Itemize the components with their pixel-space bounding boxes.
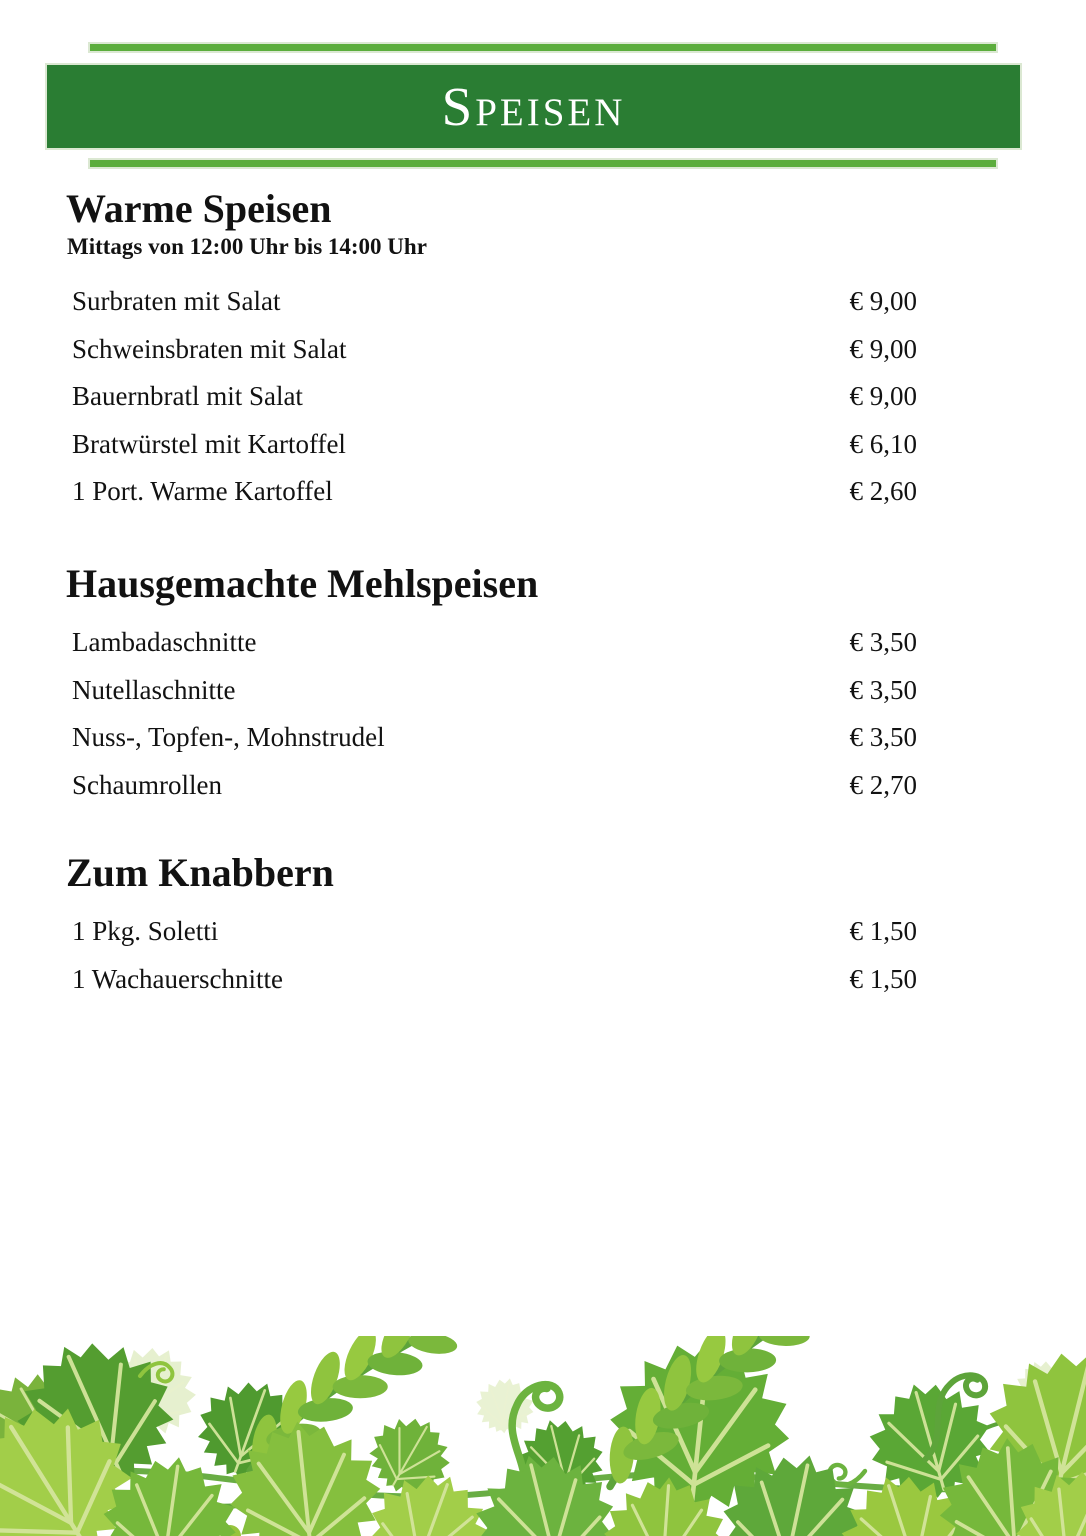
menu-item-name: 1 Pkg. Soletti [72, 916, 219, 946]
menu-item-name: Lambadaschnitte [72, 627, 257, 657]
menu-item-name: 1 Wachauerschnitte [72, 963, 283, 994]
section-title: Hausgemachte Mehlspeisen [66, 561, 539, 606]
menu-item-row [72, 278, 917, 326]
menu-item-row [72, 762, 917, 810]
section-title: Warme Speisen [66, 186, 332, 231]
menu-item-row [72, 714, 917, 762]
menu-item-row [72, 326, 917, 374]
page-title-rest: PEISEN [475, 91, 626, 134]
section-subtitle: Mittags von 12:00 Uhr bis 14:00 Uhr [67, 234, 427, 259]
section-items [72, 278, 917, 516]
section-items [72, 619, 917, 809]
menu-item-name: 1 Port. Warme Kartoffel [72, 476, 333, 506]
menu-item-price: € 3,50 [849, 627, 917, 657]
menu-item-row [72, 468, 917, 516]
menu-section [0, 188, 1086, 516]
menu-item-price: € 3,50 [849, 674, 917, 705]
menu-item-name: Nuss-, Topfen-, Mohnstrudel [72, 722, 385, 752]
menu-section [0, 852, 1086, 1003]
menu-section [0, 563, 1086, 809]
menu-item-price: € 2,70 [849, 769, 917, 800]
menu-item-price: € 9,00 [849, 381, 917, 411]
section-title: Zum Knabbern [66, 850, 334, 895]
menu-item-row [72, 908, 917, 956]
menu-item-row [72, 373, 917, 421]
menu-item-name: Schaumrollen [72, 769, 222, 800]
grape-vine-border-decoration [0, 1336, 1086, 1536]
page-title-initial: S [441, 76, 476, 137]
menu-item-name: Bratwürstel mit Kartoffel [72, 428, 346, 459]
menu-item-row [72, 619, 917, 667]
section-items [72, 908, 917, 1003]
menu-item-price: € 1,50 [849, 963, 917, 994]
menu-item-price: € 6,10 [849, 428, 917, 459]
menu-item-name: Nutellaschnitte [72, 674, 236, 705]
menu-item-name: Surbraten mit Salat [72, 286, 281, 316]
menu-item-price: € 1,50 [849, 916, 917, 946]
menu-item-price: € 3,50 [849, 722, 917, 752]
menu-item-row [72, 667, 917, 715]
menu-item-price: € 9,00 [849, 333, 917, 364]
menu-item-row [72, 956, 917, 1004]
menu-item-price: € 9,00 [849, 286, 917, 316]
menu-item-row [72, 421, 917, 469]
menu-item-price: € 2,60 [849, 476, 917, 506]
menu-item-name: Schweinsbraten mit Salat [72, 333, 347, 364]
menu-item-name: Bauernbratl mit Salat [72, 381, 303, 411]
